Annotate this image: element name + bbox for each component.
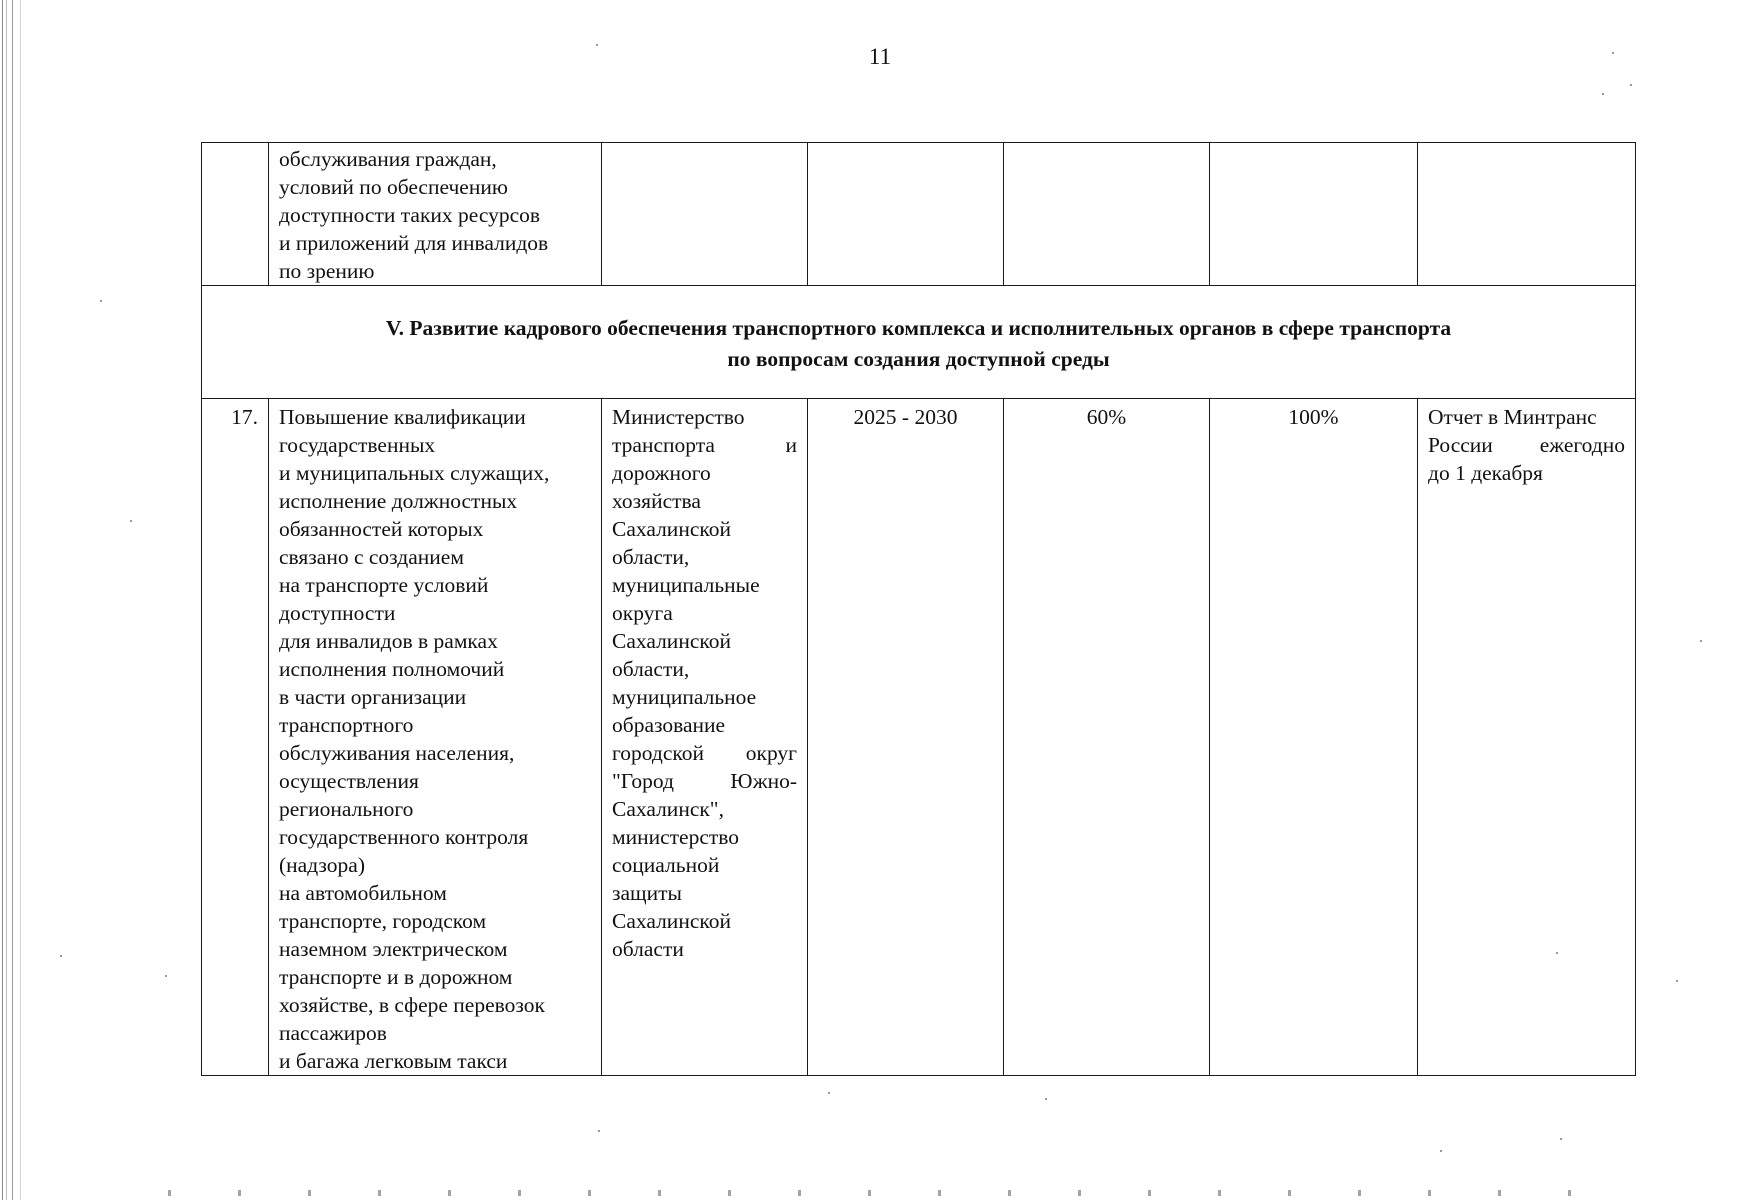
text-line: доступности xyxy=(279,601,396,625)
scan-speck xyxy=(60,955,62,957)
text-line: хозяйства xyxy=(612,489,701,513)
text-line: области, xyxy=(612,545,690,569)
scan-speck xyxy=(1556,952,1558,954)
scan-speck xyxy=(100,300,102,302)
text-line: (надзора) xyxy=(279,853,365,877)
text-line: Министерство xyxy=(612,405,745,429)
cell-executor xyxy=(602,399,808,1076)
cell-executor xyxy=(602,143,808,286)
text-line: наземном электрическом xyxy=(279,937,508,961)
table-row-continued xyxy=(202,143,1636,286)
scan-speck xyxy=(130,520,132,522)
text-line: России ежегодно xyxy=(1428,433,1625,457)
text-line: Сахалинской xyxy=(612,517,731,541)
scan-speck xyxy=(828,1092,830,1094)
scan-bottom-noise xyxy=(130,1190,1630,1196)
section-title-line2: по вопросам создания доступной среды xyxy=(727,347,1110,371)
scan-speck xyxy=(598,1130,600,1132)
text-line: городской округ xyxy=(612,741,797,765)
measure-name-lines xyxy=(279,403,591,1075)
scan-speck xyxy=(1700,640,1702,642)
text-line: области, xyxy=(612,657,690,681)
cell-value-start: 60% xyxy=(1004,399,1210,1076)
text-line: доступности таких ресурсов xyxy=(279,203,541,227)
text-line: транспортного xyxy=(279,713,414,737)
cell-value-end xyxy=(1210,143,1418,286)
text-line: и муниципальных служащих, xyxy=(279,461,550,485)
cell-period: 2025 - 2030 xyxy=(808,399,1004,1076)
text-line: хозяйстве, в сфере перевозок xyxy=(279,993,545,1017)
measure-name-lines xyxy=(279,145,591,285)
text-line: для инвалидов в рамках xyxy=(279,629,498,653)
scan-speck xyxy=(1440,1150,1442,1152)
text-line: условий по обеспечению xyxy=(279,175,508,199)
text-line: в части организации xyxy=(279,685,467,709)
text-line: социальной xyxy=(612,853,720,877)
cell-report xyxy=(1418,399,1636,1076)
scan-speck xyxy=(165,975,167,977)
text-line: защиты xyxy=(612,881,682,905)
text-line: муниципальные xyxy=(612,573,760,597)
text-line: Сахалинской xyxy=(612,909,731,933)
scan-speck xyxy=(1630,84,1632,86)
cell-value-end: 100% xyxy=(1210,399,1418,1076)
executor-lines xyxy=(612,403,797,963)
text-line: государственного контроля xyxy=(279,825,529,849)
text-line: транспорте и в дорожном xyxy=(279,965,513,989)
text-line: государственных xyxy=(279,433,436,457)
text-line: и багажа легковым такси xyxy=(279,1049,508,1073)
section-header-row xyxy=(202,286,1636,399)
text-line: области xyxy=(612,937,684,961)
text-line: пассажиров xyxy=(279,1021,387,1045)
text-line: "Город Южно- xyxy=(612,769,797,793)
text-line: Отчет в Минтранс xyxy=(1428,405,1597,429)
text-line: Сахалинск", xyxy=(612,797,724,821)
cell-number xyxy=(202,143,269,286)
text-line: и приложений для инвалидов xyxy=(279,231,549,255)
text-line: на автомобильном xyxy=(279,881,447,905)
text-line: обслуживания граждан, xyxy=(279,147,497,171)
scan-speck xyxy=(1602,93,1604,95)
text-line: Сахалинской xyxy=(612,629,731,653)
text-line: министерство xyxy=(612,825,740,849)
text-line: по зрению xyxy=(279,259,375,283)
text-line: дорожного xyxy=(612,461,711,485)
scan-speck xyxy=(1045,1098,1047,1100)
text-line: до 1 декабря xyxy=(1428,461,1543,485)
cell-number: 17. xyxy=(202,399,269,1076)
text-line: связано с созданием xyxy=(279,545,464,569)
cell-value-start xyxy=(1004,143,1210,286)
text-line: осуществления xyxy=(279,769,419,793)
cell-measure-name xyxy=(269,143,602,286)
text-line: исполнение должностных xyxy=(279,489,518,513)
text-line: образование xyxy=(612,713,726,737)
page-number: 11 xyxy=(868,44,892,69)
text-line: обязанностей которых xyxy=(279,517,484,541)
table-row-17 xyxy=(202,399,1636,1076)
section-title-line1: V. Развитие кадрового обеспечения транспортного комплекса и исполнительных органов в сфере транспорта xyxy=(385,316,1452,340)
measures-table xyxy=(201,142,1636,1076)
section-title xyxy=(202,286,1636,399)
scan-speck xyxy=(1676,980,1678,982)
report-lines xyxy=(1428,403,1625,487)
cell-report xyxy=(1418,143,1636,286)
scan-speck xyxy=(1612,52,1614,54)
cell-period xyxy=(808,143,1004,286)
text-line: на транспорте условий xyxy=(279,573,489,597)
scan-speck xyxy=(596,44,598,46)
text-line: исполнения полномочий xyxy=(279,657,505,681)
text-line: транспорте, городском xyxy=(279,909,487,933)
text-line: округа xyxy=(612,601,673,625)
cell-measure-name xyxy=(269,399,602,1076)
scan-speck xyxy=(1560,1138,1562,1140)
text-line: Повышение квалификации xyxy=(279,405,526,429)
text-line: транспорта и xyxy=(612,433,797,457)
text-line: муниципальное xyxy=(612,685,757,709)
text-line: регионального xyxy=(279,797,414,821)
scan-binding-edge xyxy=(0,0,28,1200)
text-line: обслуживания населения, xyxy=(279,741,515,765)
